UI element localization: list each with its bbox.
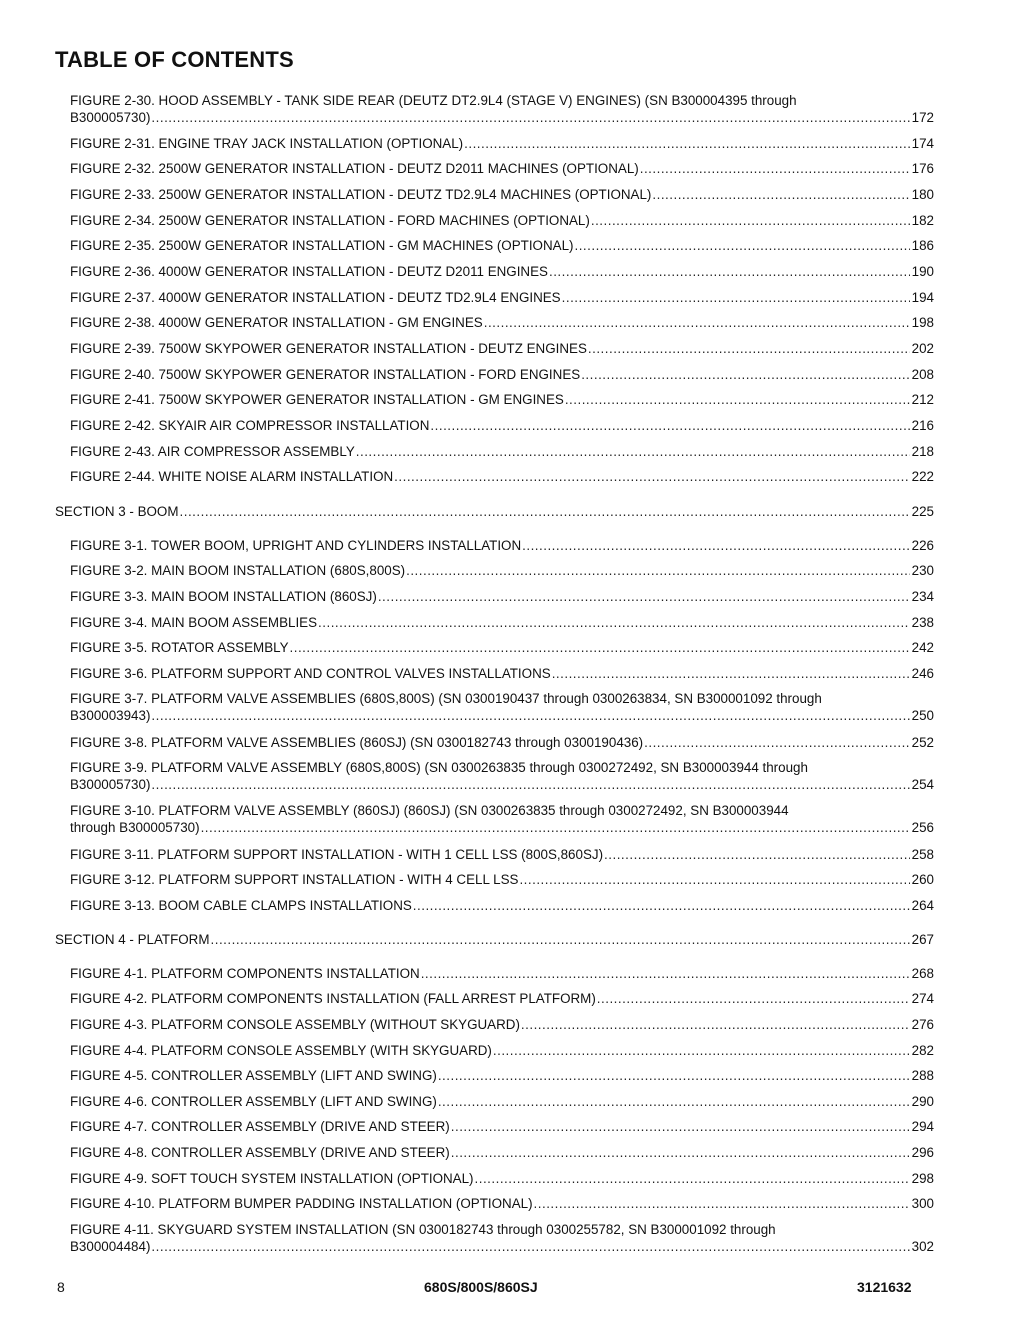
toc-page-number: 302 — [911, 1239, 934, 1254]
toc-page-number: 296 — [911, 1145, 934, 1160]
toc-entry-title: FIGURE 3-4. MAIN BOOM ASSEMBLIES — [70, 615, 318, 630]
toc-page-number: 202 — [911, 341, 934, 356]
toc-page-number: 274 — [911, 991, 934, 1006]
toc-entry-title: FIGURE 3-13. BOOM CABLE CLAMPS INSTALLATIONS — [70, 898, 412, 913]
toc-entry-title: through B300005730) — [70, 820, 200, 835]
toc-figure-entry[interactable] — [70, 734, 934, 751]
toc-entry-title: FIGURE 4-5. CONTROLLER ASSEMBLY (LIFT AND SWING) — [70, 1068, 437, 1083]
toc-section-entry[interactable] — [55, 931, 934, 948]
toc-figure-entry[interactable] — [70, 92, 934, 126]
dot-leader — [549, 263, 910, 280]
toc-figure-entry[interactable] — [70, 537, 934, 554]
dot-leader — [588, 340, 910, 357]
toc-entry-title: FIGURE 3-3. MAIN BOOM INSTALLATION (860SJ) — [70, 589, 377, 604]
toc-entry-title: FIGURE 3-8. PLATFORM VALVE ASSEMBLIES (860SJ) (SN 0300182743 through 0300190436) — [70, 735, 644, 750]
toc-page-number: 250 — [911, 708, 934, 723]
toc-entry-title: FIGURE 4-9. SOFT TOUCH SYSTEM INSTALLATION (OPTIONAL) — [70, 1171, 474, 1186]
toc-entry-title: B300004484) — [70, 1239, 151, 1254]
toc-entry-title: FIGURE 2-41. 7500W SKYPOWER GENERATOR INSTALLATION - GM ENGINES — [70, 392, 564, 407]
toc-page-number: 218 — [911, 444, 934, 459]
toc-page-number: 225 — [911, 504, 934, 519]
toc-figure-entry[interactable] — [70, 340, 934, 357]
dot-leader — [652, 186, 909, 203]
toc-entry-title: FIGURE 3-1. TOWER BOOM, UPRIGHT AND CYLINDERS INSTALLATION — [70, 538, 522, 553]
dot-leader — [151, 109, 909, 126]
toc-figure-entry[interactable] — [70, 1195, 934, 1212]
dot-leader — [565, 391, 910, 408]
dot-leader — [394, 468, 909, 485]
toc-entry-title: B300005730) — [70, 777, 151, 792]
dot-leader — [451, 1144, 910, 1161]
dot-leader — [318, 614, 910, 631]
toc-page-number: 252 — [911, 735, 934, 750]
toc-figure-entry[interactable] — [70, 1170, 934, 1187]
dot-leader — [421, 965, 910, 982]
toc-page-number: 176 — [911, 161, 934, 176]
toc-figure-entry[interactable] — [70, 160, 934, 177]
toc-section-entry[interactable] — [55, 503, 934, 520]
dot-leader — [519, 871, 909, 888]
toc-entry-title: FIGURE 4-10. PLATFORM BUMPER PADDING INSTALLATION (OPTIONAL) — [70, 1196, 533, 1211]
dot-leader — [493, 1042, 910, 1059]
dot-leader — [521, 1016, 910, 1033]
dot-leader — [640, 160, 910, 177]
toc-page-number: 282 — [911, 1043, 934, 1058]
dot-leader — [378, 588, 910, 605]
dot-leader — [464, 135, 910, 152]
toc-figure-entry[interactable] — [70, 212, 934, 229]
toc-page-number: 238 — [911, 615, 934, 630]
toc-entry-title: FIGURE 2-31. ENGINE TRAY JACK INSTALLATION (OPTIONAL) — [70, 136, 464, 151]
toc-page-number: 226 — [911, 538, 934, 553]
toc-figure-entry[interactable] — [70, 1118, 934, 1135]
toc-page-number: 267 — [911, 932, 934, 947]
dot-leader — [438, 1067, 910, 1084]
dot-leader — [211, 931, 910, 948]
toc-page-number: 256 — [911, 820, 934, 835]
toc-figure-entry[interactable] — [70, 237, 934, 254]
toc-entry-title: SECTION 4 - PLATFORM — [55, 932, 210, 947]
toc-figure-entry[interactable] — [70, 665, 934, 682]
toc-page-number: 234 — [911, 589, 934, 604]
toc-entry-title: FIGURE 2-35. 2500W GENERATOR INSTALLATION - GM MACHINES (OPTIONAL) — [70, 238, 574, 253]
toc-page-number: 180 — [911, 187, 934, 202]
toc-page-number: 242 — [911, 640, 934, 655]
toc-figure-entry[interactable] — [70, 588, 934, 605]
dot-leader — [151, 707, 909, 724]
toc-page-number: 216 — [911, 418, 934, 433]
toc-page-number: 208 — [911, 367, 934, 382]
toc-entry-title: FIGURE 3-6. PLATFORM SUPPORT AND CONTROL VALVES INSTALLATIONS — [70, 666, 551, 681]
toc-page-number: 298 — [911, 1171, 934, 1186]
toc-entry-title: FIGURE 2-40. 7500W SKYPOWER GENERATOR INSTALLATION - FORD ENGINES — [70, 367, 581, 382]
toc-figure-entry[interactable] — [70, 1016, 934, 1033]
toc-entry-title: B300005730) — [70, 110, 151, 125]
toc-entry-title: FIGURE 2-34. 2500W GENERATOR INSTALLATION - FORD MACHINES (OPTIONAL) — [70, 213, 590, 228]
toc-page-number: 288 — [911, 1068, 934, 1083]
toc-figure-entry[interactable] — [70, 871, 934, 888]
toc-entry-title: FIGURE 3-2. MAIN BOOM INSTALLATION (680S,800S) — [70, 563, 406, 578]
toc-figure-entry[interactable] — [70, 135, 934, 152]
dot-leader — [406, 562, 910, 579]
toc-figure-entry[interactable] — [70, 391, 934, 408]
toc-entry-title: FIGURE 4-3. PLATFORM CONSOLE ASSEMBLY (WITHOUT SKYGUARD) — [70, 1017, 520, 1032]
toc-figure-entry[interactable] — [70, 965, 934, 982]
toc-entry-title: FIGURE 4-2. PLATFORM COMPONENTS INSTALLATION (FALL ARREST PLATFORM) — [70, 991, 596, 1006]
toc-page-number: 290 — [911, 1094, 934, 1109]
dot-leader — [413, 897, 910, 914]
dot-leader — [451, 1118, 910, 1135]
footer-model: 680S/800S/860SJ — [424, 1279, 538, 1295]
toc-page-number: 258 — [911, 847, 934, 862]
toc-entry-title: FIGURE 2-37. 4000W GENERATOR INSTALLATION - DEUTZ TD2.9L4 ENGINES — [70, 290, 561, 305]
toc-figure-entry[interactable] — [70, 639, 934, 656]
toc-figure-entry[interactable] — [70, 443, 934, 460]
toc-page-number: 268 — [911, 966, 934, 981]
toc-entry-title: FIGURE 3-11. PLATFORM SUPPORT INSTALLATION - WITH 1 CELL LSS (800S,860SJ) — [70, 847, 604, 862]
toc-figure-entry[interactable] — [70, 314, 934, 331]
toc-figure-entry[interactable] — [70, 1042, 934, 1059]
toc-page-number: 194 — [911, 290, 934, 305]
dot-leader — [484, 314, 910, 331]
toc-entry-title: FIGURE 4-4. PLATFORM CONSOLE ASSEMBLY (WITH SKYGUARD) — [70, 1043, 492, 1058]
dot-leader — [552, 665, 910, 682]
dot-leader — [151, 1238, 909, 1255]
toc-page-number: 300 — [911, 1196, 934, 1211]
dot-leader — [574, 237, 909, 254]
dot-leader — [522, 537, 910, 554]
toc-page-number: 182 — [911, 213, 934, 228]
dot-leader — [151, 776, 909, 793]
toc-page-number: 186 — [911, 238, 934, 253]
toc-page-number: 172 — [911, 110, 934, 125]
toc-page-number: 246 — [911, 666, 934, 681]
toc-entry-title: FIGURE 4-8. CONTROLLER ASSEMBLY (DRIVE AND STEER) — [70, 1145, 450, 1160]
toc-figure-entry[interactable] — [70, 417, 934, 434]
toc-entry-title: FIGURE 4-7. CONTROLLER ASSEMBLY (DRIVE AND STEER) — [70, 1119, 450, 1134]
dot-leader — [644, 734, 910, 751]
toc-entry-title: FIGURE 2-30. HOOD ASSEMBLY - TANK SIDE REAR (DEUTZ DT2.9L4 (STAGE V) ENGINES) (SN B300004395 through — [70, 93, 797, 108]
toc-figure-entry[interactable] — [70, 1144, 934, 1161]
toc-entry-title: FIGURE 3-7. PLATFORM VALVE ASSEMBLIES (680S,800S) (SN 0300190437 through 0300263834, SN B300001092 through — [70, 691, 822, 706]
toc-entry-title: SECTION 3 - BOOM — [55, 504, 179, 519]
toc-entry-title: FIGURE 2-39. 7500W SKYPOWER GENERATOR INSTALLATION - DEUTZ ENGINES — [70, 341, 587, 356]
toc-figure-entry[interactable] — [70, 289, 934, 306]
dot-leader — [180, 503, 910, 520]
toc-figure-entry[interactable] — [70, 1067, 934, 1084]
toc-entry-title: FIGURE 2-38. 4000W GENERATOR INSTALLATION - GM ENGINES — [70, 315, 483, 330]
dot-leader — [430, 417, 909, 434]
toc-entry-title: FIGURE 2-32. 2500W GENERATOR INSTALLATION - DEUTZ D2011 MACHINES (OPTIONAL) — [70, 161, 639, 176]
toc-figure-entry[interactable] — [70, 1093, 934, 1110]
dot-leader — [597, 990, 910, 1007]
toc-figure-entry[interactable] — [70, 802, 934, 836]
toc-figure-entry[interactable] — [70, 990, 934, 1007]
toc-figure-entry[interactable] — [70, 759, 934, 793]
dot-leader — [438, 1093, 910, 1110]
toc-entry-title: FIGURE 4-1. PLATFORM COMPONENTS INSTALLATION — [70, 966, 420, 981]
dot-leader — [562, 289, 910, 306]
toc-page-number: 190 — [911, 264, 934, 279]
toc-figure-entry[interactable] — [70, 186, 934, 203]
dot-leader — [604, 846, 910, 863]
toc-entry-title: FIGURE 2-36. 4000W GENERATOR INSTALLATION - DEUTZ D2011 ENGINES — [70, 264, 548, 279]
page-title: TABLE OF CONTENTS — [55, 47, 294, 72]
toc-entry-title: FIGURE 3-12. PLATFORM SUPPORT INSTALLATION - WITH 4 CELL LSS — [70, 872, 519, 887]
toc-entry-title: FIGURE 2-42. SKYAIR AIR COMPRESSOR INSTALLATION — [70, 418, 430, 433]
dot-leader — [475, 1170, 910, 1187]
footer-page-number: 8 — [57, 1279, 65, 1295]
toc-entry-title: FIGURE 3-5. ROTATOR ASSEMBLY — [70, 640, 289, 655]
footer-doc-number: 3121632 — [857, 1279, 912, 1295]
toc-figure-entry[interactable] — [70, 562, 934, 579]
toc-entry-title: FIGURE 4-11. SKYGUARD SYSTEM INSTALLATION (SN 0300182743 through 0300255782, SN B300001092 through — [70, 1222, 776, 1237]
toc-figure-entry[interactable] — [70, 614, 934, 631]
toc-page-number: 222 — [911, 469, 934, 484]
toc-page-number: 260 — [911, 872, 934, 887]
toc-page-number: 264 — [911, 898, 934, 913]
toc-page-number: 198 — [911, 315, 934, 330]
toc-figure-entry[interactable] — [70, 690, 934, 724]
toc-entry-title: FIGURE 3-9. PLATFORM VALVE ASSEMBLY (680S,800S) (SN 0300263835 through 0300272492, SN B300003944 through — [70, 760, 808, 775]
toc-figure-entry[interactable] — [70, 897, 934, 914]
toc-entry-title: FIGURE 2-43. AIR COMPRESSOR ASSEMBLY — [70, 444, 355, 459]
toc-entry-title: FIGURE 3-10. PLATFORM VALVE ASSEMBLY (860SJ) (860SJ) (SN 0300263835 through 0300272492, SN B300003944 — [70, 803, 789, 818]
dot-leader — [201, 819, 910, 836]
toc-page-number: 254 — [911, 777, 934, 792]
toc-entry-title: B300003943) — [70, 708, 151, 723]
dot-leader — [290, 639, 910, 656]
dot-leader — [591, 212, 910, 229]
toc-figure-entry[interactable] — [70, 1221, 934, 1255]
toc-entry-title: FIGURE 2-44. WHITE NOISE ALARM INSTALLATION — [70, 469, 394, 484]
toc-page-number: 212 — [911, 392, 934, 407]
toc-figure-entry[interactable] — [70, 366, 934, 383]
toc-page-number: 174 — [911, 136, 934, 151]
toc-entry-title: FIGURE 2-33. 2500W GENERATOR INSTALLATION - DEUTZ TD2.9L4 MACHINES (OPTIONAL) — [70, 187, 652, 202]
toc-figure-entry[interactable] — [70, 468, 934, 485]
toc-page-number: 230 — [911, 563, 934, 578]
toc-figure-entry[interactable] — [70, 846, 934, 863]
dot-leader — [581, 366, 909, 383]
toc-figure-entry[interactable] — [70, 263, 934, 280]
dot-leader — [356, 443, 910, 460]
toc-entry-title: FIGURE 4-6. CONTROLLER ASSEMBLY (LIFT AND SWING) — [70, 1094, 437, 1109]
toc-page-number: 294 — [911, 1119, 934, 1134]
toc-page-number: 276 — [911, 1017, 934, 1032]
dot-leader — [534, 1195, 910, 1212]
